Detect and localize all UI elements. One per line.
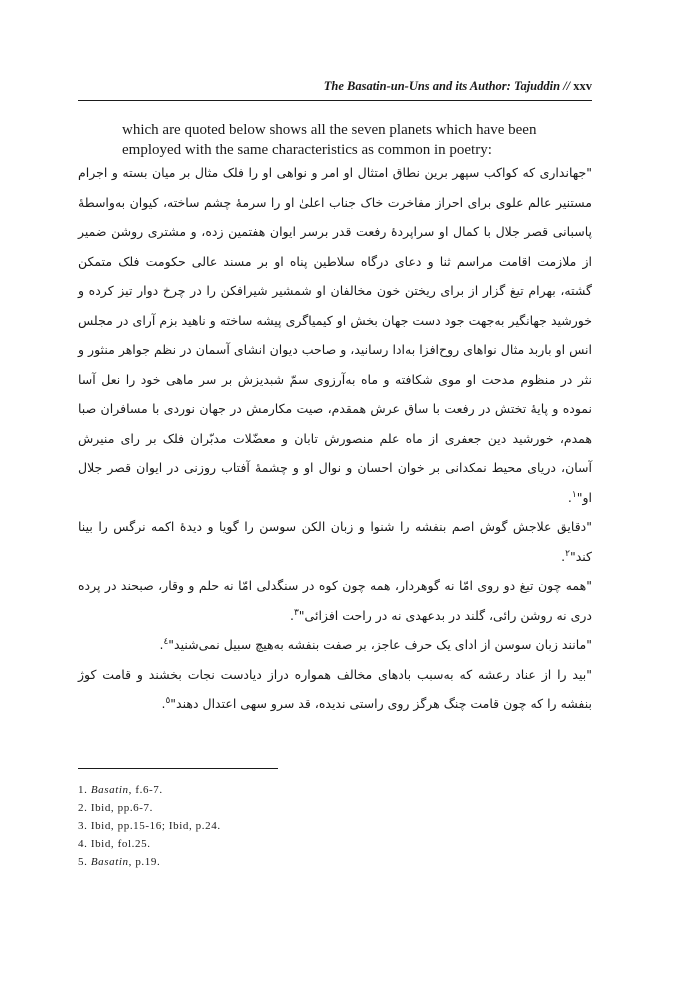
footnote-text: , f.6-7. [128, 784, 163, 796]
footnote-5 [78, 853, 592, 871]
quote-1-footnote-mark: ١ [571, 489, 577, 500]
quote-4-text: "مانند زبان سوسن از ادای یک حرف عاجز، بر صفت بنفشه به‌هیچ سبیل نمی‌شنید" [168, 637, 592, 652]
intro-line-1: which are quoted below shows all the seven planets which have been [122, 122, 537, 138]
page-number: xxv [573, 79, 592, 93]
quote-5-footnote-mark: ٥ [165, 695, 171, 706]
intro-line-2: employed with the same characteristics as common in poetry: [122, 142, 492, 158]
footnote-source: Basatin [90, 856, 129, 868]
quote-1-text: "جهانداری که کواکب سپهر برین نطاق امتثال او امر و نواهی او را فلک مثال بر میان بسته و اجرام مستنیر عالم علوی برای احراز مفاخرت خاک جناب اعلیٰ او را سرمهٔ چشم ساخته، کیوان به‌واسطهٔ پاسبانی قصر جلال با کمال او سراپردهٔ رفعت قدر برسر ایوان هفتمین زده، و مشتری روشن ضمیر از ملازمت اقامت مراسم ثنا و دعای درگاه سلاطین پناه او بر مسند عالی حکومت فلک متمکن گشته، بهرام تیغ گزار از برای ریختن خون مخالفان او شمشیر شیرافکن را در چرخ دوار تیز کرده و خورشید جهانگیر به‌جهت جود دست جهان بخش او کیمیاگری پیشه ساخته و ناهید بزم آرای در مجلس انس او باربد مثال نواهای روح‌افزا به‌ادا رسانید، و صاحب دیوان انشای آسمان در نظم جواهر منثور و نثر در منظوم مدحت او موی شکافته و ماه به‌آرزوی سمّ شبدیزش بر سر ماهی خود را نعل آسا نموده و پایهٔ تختش در رفعت با ساق عرش همقدم، صیت مکارمش در جهان نوردی با مسافران صبا همدم، خورشید دین جعفری از ماه علم منصورش تابان و معضّلات مدبّران فلک بر رای منیرش آسان، دریای محیط نمکدانی بر خوان احسان و نوال او و چشمهٔ آفتاب روزنی در ایوان قصر جلال او" [78, 165, 592, 505]
footnote-text: Ibid, pp.6-7. [90, 802, 153, 814]
quote-2: "دقایق علاجش گوش اصم بنفشه را شنوا و زبان الکن سوسن را گویا و دیدهٔ اکمه نرگس را بینا کند"$^٢$. [78, 519, 592, 564]
footnote-rule [78, 768, 278, 769]
quote-5: "بید را از عناد رعشه که به‌سبب بادهای مخالف همواره دراز دیادست نجات بخشند و قامت کوژ بنفشه را که چون قامت چنگ هرگز روی راستی ندیده، قد سرو سهی اعتدال دهند"$^٥$. [78, 666, 592, 711]
quote-4-footnote-mark: ٤ [163, 636, 169, 647]
footnote-number: 5. [78, 856, 88, 868]
running-title: The Basatin-un-Uns and its Author: Tajuddin // [323, 79, 571, 93]
footnote-number: 4. [78, 838, 88, 850]
footnote-4 [78, 835, 592, 853]
footnote-2 [78, 799, 592, 817]
footnote-3 [78, 817, 592, 835]
running-header [78, 78, 592, 94]
footnote-source: Basatin [90, 784, 129, 796]
header-rule [78, 100, 592, 101]
footnotes [78, 781, 592, 871]
persian-quotations [78, 158, 592, 719]
quote-3-footnote-mark: ٣ [293, 607, 299, 618]
quote-1: "جهانداری که کواکب سپهر برین نطاق امتثال او امر و نواهی او را فلک مثال بر میان بسته و اجرام مستنیر عالم علوی برای احراز مفاخرت خاک جناب اعلیٰ او را سرمهٔ چشم ساخته، کیوان به‌واسطهٔ پاسبانی قصر جلال با کمال او سراپردهٔ رفعت قدر برسر ایوان هفتمین زده، و مشتری روشن ضمیر از ملازمت اقامت مراسم ثنا و دعای درگاه سلاطین پناه او بر مسند عالی حکومت فلک متمکن گشته، بهرام تیغ گزار از برای ریختن خون مخالفان او شمشیر شیرافکن را در چرخ دوار تیز کرده و خورشید جهانگیر به‌جهت جود دست جهان بخش او کیمیاگری پیشه ساخته و ناهید بزم آرای در مجلس انس او باربد مثال نواهای روح‌افزا به‌ادا رسانید، و صاحب دیوان انشای آسمان در نظم جواهر منثور و نثر در منظوم مدحت او موی شکافته و ماه به‌آرزوی سمّ شبدیزش بر سر ماهی خود را نعل آسا نموده و پایهٔ تختش در رفعت با ساق عرش همقدم، صیت مکارمش در جهان نوردی با مسافران صبا همدم، خورشید دین جعفری از ماه علم منصورش تابان و معضّلات مدبّران فلک بر رای منیرش آسان، دریای محیط نمکدانی بر خوان احسان و نوال او و چشمهٔ آفتاب روزنی در ایوان قصر جلال او"$^١$. [78, 165, 592, 505]
quote-5-text: "بید را از عناد رعشه که به‌سبب بادهای مخالف همواره دراز دیادست نجات بخشند و قامت کوژ بنفشه را که چون قامت چنگ هرگز روی راستی ندیده، قد سرو سهی اعتدال دهند" [78, 666, 592, 711]
footnote-number: 2. [78, 802, 88, 814]
footnote-text: Ibid, fol.25. [90, 838, 151, 850]
quote-3-text: "همه چون تیغ دو روی امّا نه گوهردار، همه چون کوه در سنگدلی امّا نه حلم و وقار، صبحند در پرده دری نه روشن رائی، گلند در بدعهدی نه در راحت افزائی" [78, 578, 592, 623]
footnote-text: , p.19. [128, 856, 161, 868]
quote-4: "مانند زبان سوسن از ادای یک حرف عاجز، بر صفت بنفشه به‌هیچ سبیل نمی‌شنید"$^٤$. [159, 636, 592, 652]
footnote-text: Ibid, pp.15-16; Ibid, p.24. [90, 820, 221, 832]
quote-3: "همه چون تیغ دو روی امّا نه گوهردار، همه چون کوه در سنگدلی امّا نه حلم و وقار، صبحند در پرده دری نه روشن رائی، گلند در بدعهدی نه در راحت افزائی"$^٣$. [78, 578, 592, 623]
footnote-1 [78, 781, 592, 799]
quote-2-text: "دقایق علاجش گوش اصم بنفشه را شنوا و زبان الکن سوسن را گویا و دیدهٔ اکمه نرگس را بینا کند" [78, 519, 592, 564]
quote-2-footnote-mark: ٢ [565, 548, 570, 559]
footnote-number: 3. [78, 820, 88, 832]
footnote-number: 1. [78, 784, 88, 796]
intro-paragraph [122, 120, 592, 160]
